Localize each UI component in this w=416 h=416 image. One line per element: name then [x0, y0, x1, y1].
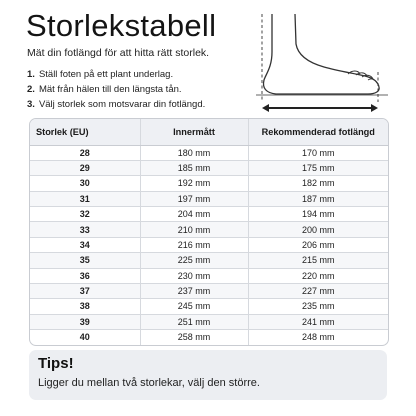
- foot-length-cell: 170 mm: [248, 145, 388, 160]
- size-cell: 30: [30, 176, 140, 191]
- inner-length-cell: 185 mm: [140, 160, 248, 175]
- column-header-size: Storlek (EU): [30, 119, 140, 145]
- table-row: [30, 330, 388, 345]
- step-text: Välj storlek som motsvarar din fotlängd.: [38, 99, 206, 110]
- table-row: [30, 253, 388, 268]
- table-row: [30, 268, 388, 283]
- page-subtitle: Mät din fotlängd för att hitta rätt storlek.: [27, 47, 210, 59]
- size-cell: 40: [79, 332, 90, 343]
- foot-length-cell: 206 mm: [248, 237, 388, 252]
- size-cell: 37: [30, 283, 140, 298]
- size-cell: 33: [30, 222, 140, 237]
- tips-text: Ligger du mellan två storlekar, välj den större.: [38, 377, 260, 389]
- foot-illustration: [252, 12, 392, 122]
- size-table: [29, 118, 389, 346]
- foot-length-cell: 194 mm: [248, 207, 388, 222]
- inner-length-cell: 180 mm: [140, 145, 248, 160]
- table-row: [30, 299, 388, 314]
- tips-box: [29, 350, 387, 400]
- inner-length-cell: 230 mm: [140, 268, 248, 283]
- step-number: 3.: [27, 99, 35, 110]
- step-number: 2.: [27, 84, 35, 95]
- foot-measure-icon: [252, 12, 392, 122]
- step-number: 1.: [27, 69, 35, 80]
- inner-length-cell: 210 mm: [140, 222, 248, 237]
- step-text: Mät från hälen till den längsta tån.: [38, 84, 182, 95]
- size-cell: 28: [30, 145, 140, 160]
- table-row: [30, 176, 388, 191]
- instruction-steps: [27, 67, 205, 112]
- inner-length-cell: 204 mm: [140, 207, 248, 222]
- inner-length-cell: 245 mm: [140, 299, 248, 314]
- step-item: [27, 67, 205, 82]
- tips-title: Tips!: [38, 355, 74, 372]
- inner-length-cell: 251 mm: [140, 314, 248, 329]
- inner-length-cell: 258 mm: [140, 330, 248, 345]
- step-item: [27, 82, 205, 97]
- table-row: [30, 207, 388, 222]
- size-cell: 34: [30, 237, 140, 252]
- step-item: [27, 97, 205, 112]
- foot-length-cell: 241 mm: [248, 314, 388, 329]
- size-cell: 32: [30, 207, 140, 222]
- table-row: [30, 191, 388, 206]
- foot-length-cell: 248 mm: [248, 330, 388, 345]
- table-header-row: [30, 119, 388, 145]
- table-row: [30, 145, 388, 160]
- size-cell: 36: [30, 268, 140, 283]
- inner-length-cell: 225 mm: [140, 253, 248, 268]
- table-row: [30, 160, 388, 175]
- size-cell: 38: [30, 299, 140, 314]
- size-cell: 29: [30, 160, 140, 175]
- foot-length-cell: 235 mm: [248, 299, 388, 314]
- foot-length-cell: 215 mm: [248, 253, 388, 268]
- foot-length-cell: 200 mm: [248, 222, 388, 237]
- table-row: [30, 283, 388, 298]
- column-header-foot-length: Rekommenderad fotlängd: [248, 119, 388, 145]
- size-cell: 35: [30, 253, 140, 268]
- inner-length-cell: 197 mm: [140, 191, 248, 206]
- inner-length-cell: 216 mm: [140, 237, 248, 252]
- foot-length-cell: 182 mm: [248, 176, 388, 191]
- foot-length-cell: 175 mm: [248, 160, 388, 175]
- foot-length-cell: 220 mm: [248, 268, 388, 283]
- table-row: [30, 222, 388, 237]
- inner-length-cell: 192 mm: [140, 176, 248, 191]
- table-row: [30, 314, 388, 329]
- column-header-inner-length: Innermått: [140, 119, 248, 145]
- foot-length-cell: 187 mm: [248, 191, 388, 206]
- size-cell: 39: [30, 314, 140, 329]
- page-title: Storlekstabell: [26, 8, 217, 43]
- size-cell: 31: [30, 191, 140, 206]
- table-row: [30, 237, 388, 252]
- step-text: Ställ foten på ett plant underlag.: [38, 69, 174, 80]
- inner-length-cell: 237 mm: [140, 283, 248, 298]
- foot-length-cell: 227 mm: [248, 283, 388, 298]
